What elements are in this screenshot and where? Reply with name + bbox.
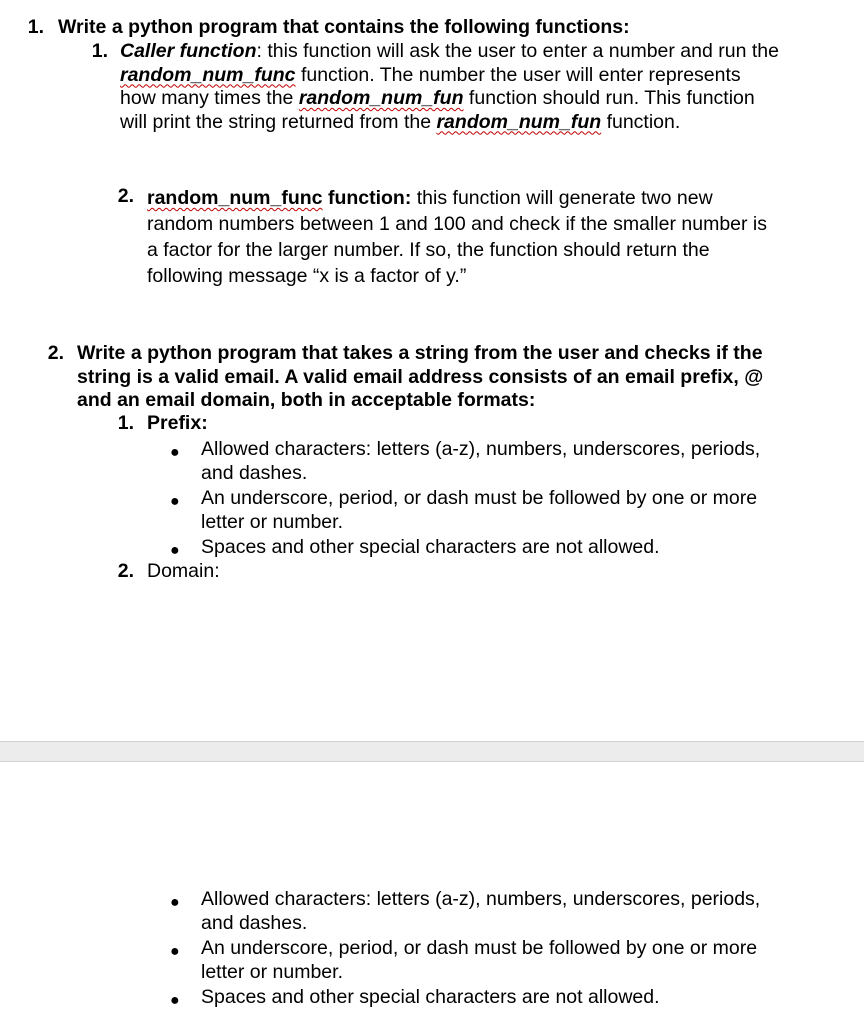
q1-item1-text: Caller function: this function will ask the user to enter a number and run the random_num_func function. The number the user will enter represents how many times the random_num_fun function should run. This function will print the string returned from the random_num_fun function.	[120, 40, 779, 133]
q2-text: Write a python program that takes a string from the user and checks if the string is a valid email. A valid email address consists of an email prefix, @ and an email domain, both in acceptable formats:	[77, 342, 764, 411]
fn-ref-random-num-func-heading: random_num_func	[147, 187, 323, 209]
fn-ref-random-num-fun-1: random_num_fun	[298, 87, 464, 109]
bullet-icon: ●	[170, 444, 180, 461]
bullet-icon: ●	[170, 493, 180, 510]
domain-rule-1: Allowed characters: letters (a-z), numbers, underscores, periods, and dashes.	[201, 888, 761, 934]
document-page-2	[0, 762, 864, 1024]
page-separator	[0, 741, 864, 762]
domain-rule-3: Spaces and other special characters are not allowed.	[201, 986, 660, 1008]
q1-item2-text: random_num_func function: this function will generate two new random numbers between 1 and 100 and check if the smaller number is a factor for the larger number. If so, the function should return the following message “x is a factor of y.”	[147, 187, 768, 287]
caller-function-name: Caller function	[120, 40, 257, 62]
prefix-rule-1: Allowed characters: letters (a-z), numbers, underscores, periods, and dashes.	[201, 438, 761, 484]
q1-number: 1.	[27, 16, 44, 38]
prefix-label: Prefix:	[147, 412, 208, 434]
fn-ref-random-num-func: random_num_func	[120, 63, 296, 86]
bullet-icon: ●	[170, 943, 180, 960]
prefix-number: 1.	[117, 412, 134, 434]
domain-label: Domain:	[147, 560, 220, 582]
q2-number: 2.	[47, 342, 64, 364]
prefix-rule-3: Spaces and other special characters are not allowed.	[201, 536, 660, 558]
fn-ref-random-num-fun-2: random_num_fun	[436, 110, 602, 133]
q1-item1-number: 1.	[91, 40, 108, 62]
domain-number: 2.	[117, 560, 134, 582]
domain-rule-2: An underscore, period, or dash must be followed by one or more letter or number.	[201, 937, 758, 983]
q1-title: Write a python program that contains the following functions:	[58, 16, 630, 38]
bullet-icon: ●	[170, 992, 180, 1009]
bullet-icon: ●	[170, 894, 180, 911]
bullet-icon: ●	[170, 542, 180, 559]
q1-item2-number: 2.	[117, 185, 134, 207]
prefix-rule-2: An underscore, period, or dash must be followed by one or more letter or number.	[201, 487, 758, 533]
